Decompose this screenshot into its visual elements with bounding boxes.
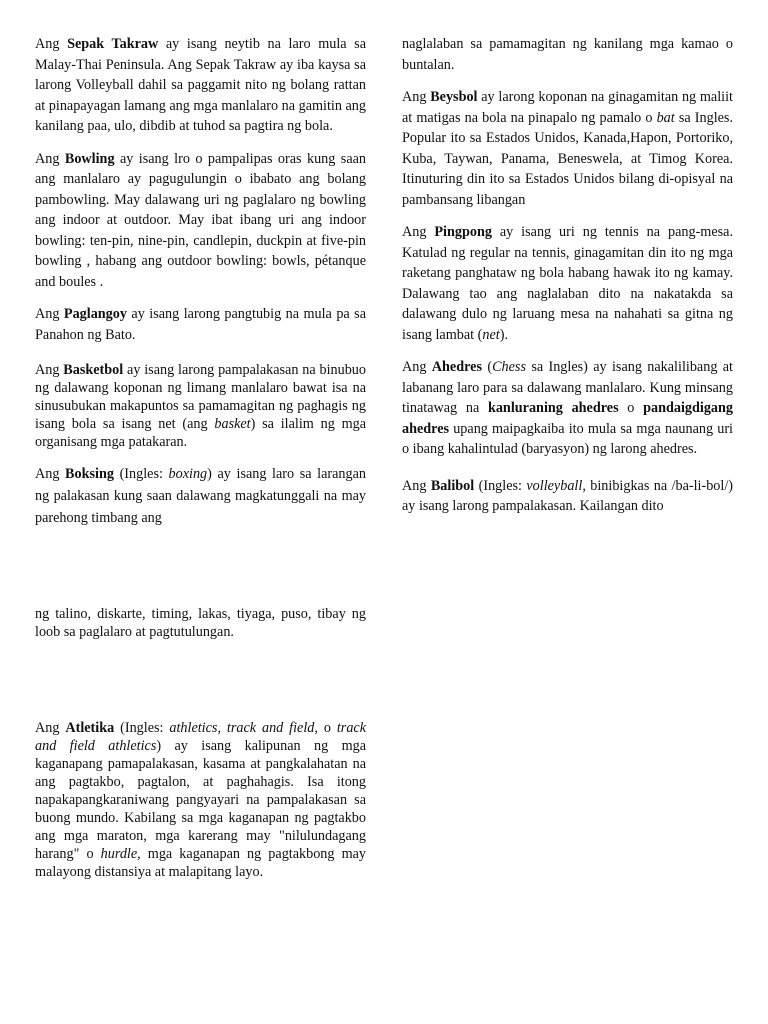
term-basket: basket: [214, 416, 251, 432]
text-body: ng talino, diskarte, timing, lakas, tiyaga, puso, tibay ng loob sa paglalaro at pagtutulungan.: [35, 606, 366, 640]
paragraph-atletika: [35, 719, 366, 881]
text-intro: Ang: [35, 306, 64, 322]
text-intro: Ang: [402, 224, 435, 240]
paragraph-basketbol: [35, 361, 366, 451]
text-body: ) sa ilalim ng mga organisang mga patakaran.: [35, 416, 367, 450]
term-athletics: athletics: [169, 720, 218, 736]
term-chess: Chess: [492, 359, 526, 375]
term-balibol: Balibol: [430, 477, 475, 494]
text-body: ,: [217, 720, 227, 736]
text-body: (Ingles:: [113, 466, 169, 482]
term-boksing: Boksing: [65, 466, 114, 482]
term-ahedres: Ahedres: [431, 359, 482, 375]
text-intro: Ang: [402, 359, 432, 375]
paragraph-bowling: [35, 149, 366, 293]
text-body: , mga kaganapan ng pagtakbong may malayong distansiya at malapitang layo.: [35, 846, 366, 880]
right-column: [402, 34, 733, 517]
text-body: ) ay isang kalipunan ng mga kaganapang pamapalakasan, kasama at pangkalahatan na ang pagtakbo, pagtalon, at paghahagis. Isa itong napakapangkaraniwang pangyayari na pampalakasan sa buong mundo. Kabilang sa mga kaganapan ng pagtakbo ang mga maraton, mga karerang may "nilulundagang harang" o: [35, 738, 366, 862]
text-body: naglalaban sa pamamagitan ng kanilang mga kamao o buntalan.: [402, 36, 733, 73]
text-body: ay isang neytib na laro mula sa Malay-Thai Peninsula. Ang Sepak Takraw ay iba kaysa sa larong Volleyball dahil sa paggamit nito ng bolang rattan at pinapayagan lamang ang mga manlalaro na gamitin ang kanilang paa, ulo, dibdib at tuhod sa pagtira ng bola.: [35, 36, 367, 134]
term-atletika: Atletika: [65, 720, 115, 736]
text-intro: Ang: [35, 466, 66, 482]
text-intro: Ang: [35, 362, 64, 378]
text-intro: Ang: [35, 150, 65, 167]
text-body: ay isang uri ng tennis na pang-mesa. Katulad ng regular na tennis, ginagamitan din ito ng mga raketang panghataw ng bola habang hawak ito ng kamay. Dalawang tao ang naglalaban dito na nakatakda sa dalawang dulo ng laruang mesa na nahahati sa gitna ng isang lambat (: [402, 224, 733, 343]
text-body: sa Ingles) ay isang nakalilibang at labanang laro para sa dalawang manlalaro. Kung minsang tinatawag na: [402, 359, 733, 416]
paragraph-ahedres: [402, 357, 733, 460]
paragraph-paglangoy: [35, 304, 366, 345]
term-bat: bat: [656, 109, 675, 126]
paragraph-pingpong: [402, 222, 733, 345]
paragraph-boksing-continuation: [402, 34, 733, 75]
term-hurdle: hurdle: [100, 846, 138, 862]
term-track-and-field-athletics: track and field athletics: [35, 720, 367, 754]
text-body: ) ay isang laro sa larangan ng palakasan kung saan dalawang magkatunggali na may parehong timbang ang: [35, 466, 366, 526]
term-beysbol: Beysbol: [430, 89, 478, 105]
text-body: sa Ingles. Popular ito sa Estados Unidos, Kanada,Hapon, Portoriko, Kuba, Taywan, Panama, Beneswela, at Timog Korea. Itinuturing din ito sa Estados Unidos bilang di-opisyal na pambansang libangan: [402, 109, 734, 208]
term-boxing: boxing: [168, 466, 208, 482]
term-pandaigdigang-ahedres: pandaigdigang ahedres: [402, 400, 734, 437]
paragraph-sepak-takraw: [35, 34, 366, 137]
paragraph-balibol-continuation: [35, 605, 366, 641]
paragraph-balibol: [402, 476, 733, 517]
text-body: ).: [499, 326, 508, 343]
text-body: (: [481, 359, 493, 375]
term-kanluraning-ahedres: kanluraning ahedres: [487, 400, 619, 416]
paragraph-beysbol: [402, 87, 733, 210]
text-body: (Ingles:: [474, 477, 527, 494]
term-net: net: [482, 326, 500, 343]
text-body: ay larong koponan na ginagamitan ng maliit at matigas na bola na pinapalo ng pamalo o: [402, 89, 733, 126]
term-track-and-field: track and field: [226, 720, 315, 736]
text-intro: Ang: [402, 89, 431, 105]
term-bowling: Bowling: [64, 150, 115, 167]
term-volleyball: volleyball: [526, 477, 583, 494]
text-body: , o: [314, 720, 337, 736]
left-column: [35, 34, 366, 881]
term-paglangoy: Paglangoy: [63, 306, 127, 322]
term-pingpong: Pingpong: [434, 224, 492, 240]
text-body: o: [618, 400, 644, 416]
text-intro: Ang: [35, 36, 68, 52]
text-body: upang maipagkaiba ito mula sa mga naunang uri o ibang kahalintulad (baryasyon) ng larong ahedres.: [402, 420, 733, 457]
text-body: , binibigkas na /ba-li-bol/) ay isang larong pampalakasan. Kailangan dito: [402, 477, 734, 514]
text-body: ay isang lro o pampalipas oras kung saan ang manlalaro ay pagugulungin o ibabato ang bolang pambowling. May dalawang uri ng paglalaro ng bowling ang indoor at outdoor. May ibat ibang uri ang indoor bowling: ten-pin, nine-pin, candlepin, duckpin at five-pin bowling , habang ang outdoor bowling: bowls, pétanque and boules .: [35, 150, 367, 290]
paragraph-boksing: [35, 463, 366, 529]
text-body: ay isang larong pampalakasan na binubuo ng dalawang koponan ng limang manlalaro bawat isa na sinusubukan makapuntos sa pamamagitan ng paghagis ng isang bola sa isang net (ang: [35, 362, 366, 432]
term-sepak-takraw: Sepak Takraw: [67, 36, 159, 52]
text-intro: Ang: [402, 477, 431, 494]
term-basketbol: Basketbol: [63, 362, 124, 378]
text-body: ay isang larong pangtubig na mula pa sa Panahon ng Bato.: [35, 306, 366, 343]
text-body: (Ingles:: [114, 720, 170, 736]
text-intro: Ang: [35, 720, 66, 736]
